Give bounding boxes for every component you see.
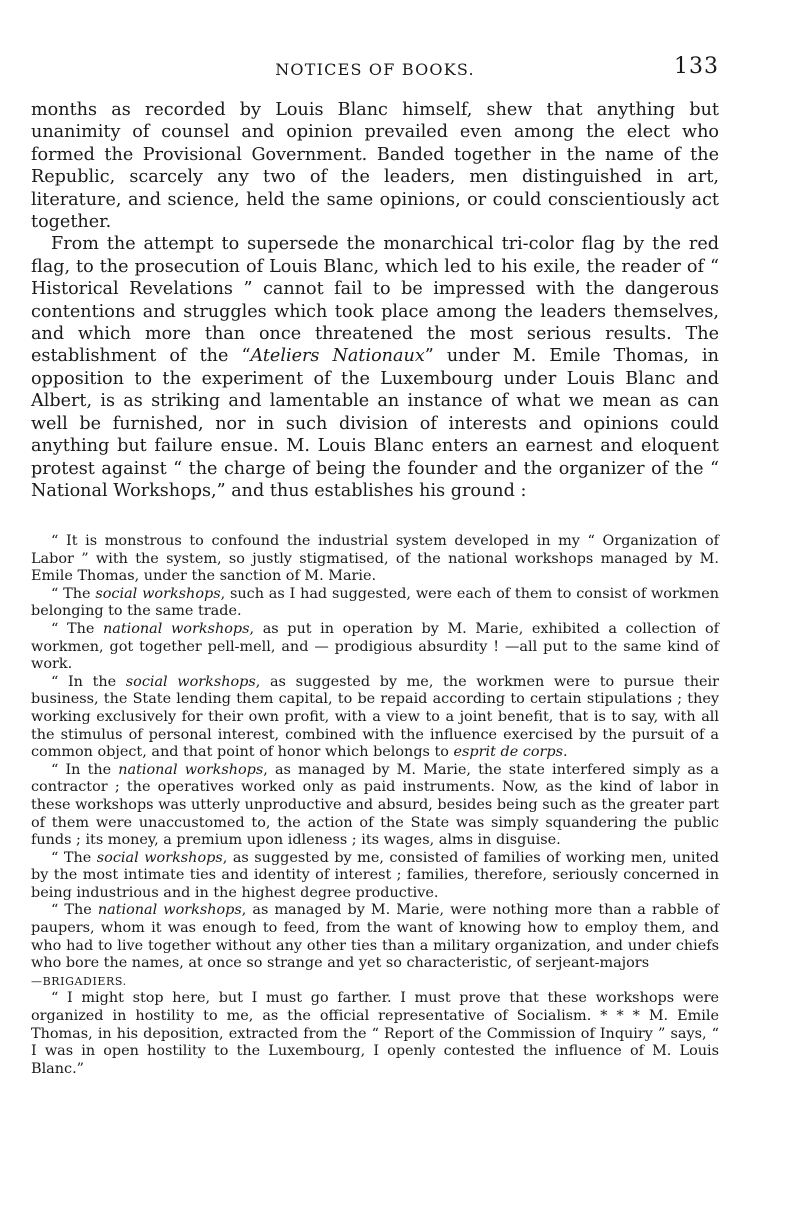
page-header bbox=[31, 0, 719, 79]
page-number: 133 bbox=[674, 54, 719, 79]
quote-3-italic: national workshops bbox=[103, 620, 250, 637]
quote-paragraph-1: “ It is monstrous to confound the industrial system developed in my “ Organization of Labor ” with the system, so justly stigmatised, of the national workshops managed by M. Emile Thomas, under the sanction of M. Marie. bbox=[31, 533, 719, 585]
quote-paragraph-2 bbox=[31, 586, 719, 621]
quote-paragraph-3 bbox=[31, 621, 719, 674]
paragraph-2-part-b: ” under M. Emile Thomas, in opposition to the experiment of the Luxembourg under Louis Blanc and Albert, is as striking and lamentable an instance of what we mean as can well be furnished, nor in such division of interests and opinions could anything but failure ensue. M. Louis Blanc enters an earnest and eloquent protest against “ the charge of being the founder and the organizer of the “ National Workshops,” and thus establishes his ground : bbox=[31, 346, 720, 501]
quote-7-a: “ The bbox=[51, 902, 98, 919]
quote-4-italic-2: esprit de corps bbox=[453, 744, 563, 761]
quote-paragraph-6 bbox=[31, 850, 719, 903]
paragraph-2-italic: Ateliers Nationaux bbox=[250, 346, 425, 367]
quote-4-c: . bbox=[563, 744, 568, 761]
quote-7-italic: national workshops bbox=[97, 902, 242, 919]
quote-5-b: , as managed by M. Marie, the state interfered simply as a contractor ; the operatives worked only as paid instruments. Now, as the kind of labor in these workshops was utterly unproductive and absurd, besides being such as the greater part of them were unaccustomed to, the action of the State was simply squandering the public funds ; its money, a premium upon idleness ; its wages, alms in disguise. bbox=[31, 761, 719, 849]
running-title: NOTICES OF BOOKS. bbox=[275, 60, 475, 79]
quote-7-smallcaps: —BRIGADIERS. bbox=[31, 974, 127, 988]
quote-4-italic: social workshops bbox=[125, 673, 256, 690]
quote-6-b: , as suggested by me, consisted of families of working men, united by the most intimate ties and identity of interest ; families, therefore, seriously concerned in being industrious and in the highest degree productive. bbox=[31, 849, 720, 901]
quote-2-b: , such as I had suggested, were each of them to consist of workmen belonging to the same trade. bbox=[31, 585, 720, 620]
quote-5-a: “ In the bbox=[51, 761, 119, 778]
quote-4-a: “ In the bbox=[51, 673, 126, 690]
quote-4-b: , as suggested by me, the workmen were to pursue their business, the State lending them capital, to be repaid according to certain stipulations ; they working exclusively for their own profit, with a view to a joint benefit, that is to say, with all the stimulus of personal interest, combined with the influence exercised by the pursuit of a common object, and that point of honor which belongs to bbox=[31, 673, 719, 761]
body-text bbox=[31, 99, 719, 502]
block-quote bbox=[31, 533, 719, 1078]
quote-6-italic: social workshops bbox=[96, 849, 223, 866]
paragraph-2-part-a: From the attempt to supersede the monarchical tri-color flag by the red flag, to the prosecution of Louis Blanc, which led to his exile, the reader of “ Historical Revelations ” cannot fail to be impressed with the dangerous contentions and struggles which took place among the leaders themselves, and which more than once threatened the most serious results. The establishment of the “ bbox=[31, 234, 719, 367]
quote-paragraph-7 bbox=[31, 902, 719, 972]
quote-2-italic: social workshops bbox=[95, 585, 221, 602]
quote-7-b: , as managed by M. Marie, were nothing more than a rabble of paupers, whom it was enough to feed, from the want of knowing how to employ them, and who had to live together without any other ties than a military organization, and under chiefs who bore the names, at once so strange and yet so characteristic, of serjeant-majors bbox=[31, 902, 719, 972]
quote-paragraph-4 bbox=[31, 674, 719, 762]
quote-brigadiers-line bbox=[31, 973, 719, 991]
quote-paragraph-8: “ I might stop here, but I must go farther. I must prove that these workshops were organized in hostility to me, as the official representative of Socialism. * * * M. Emile Thomas, in his deposition, extracted from the “ Report of the Commission of Inquiry ” says, “ I was in open hostility to the Luxembourg, I openly contested the influence of M. Louis Blanc.” bbox=[31, 990, 719, 1077]
quote-6-a: “ The bbox=[51, 849, 97, 866]
quote-2-a: “ The bbox=[51, 585, 96, 602]
quote-3-a: “ The bbox=[51, 620, 103, 637]
quote-paragraph-5 bbox=[31, 762, 719, 850]
quote-3-b: , as put in operation by M. Marie, exhibited a collection of workmen, got together pell-mell, and — prodigious absurdity ! —all put to the same kind of work. bbox=[31, 620, 720, 673]
paragraph-1: months as recorded by Louis Blanc himself, shew that anything but unanimity of counsel and opinion prevailed even among the elect who formed the Provisional Government. Banded together in the name of the Republic, scarcely any two of the leaders, men distinguished in art, literature, and science, held the same opinions, or could conscientiously act together. bbox=[31, 100, 719, 233]
page bbox=[31, 0, 720, 1077]
paragraph-2 bbox=[31, 233, 719, 502]
quote-5-italic: national workshops bbox=[118, 761, 264, 778]
